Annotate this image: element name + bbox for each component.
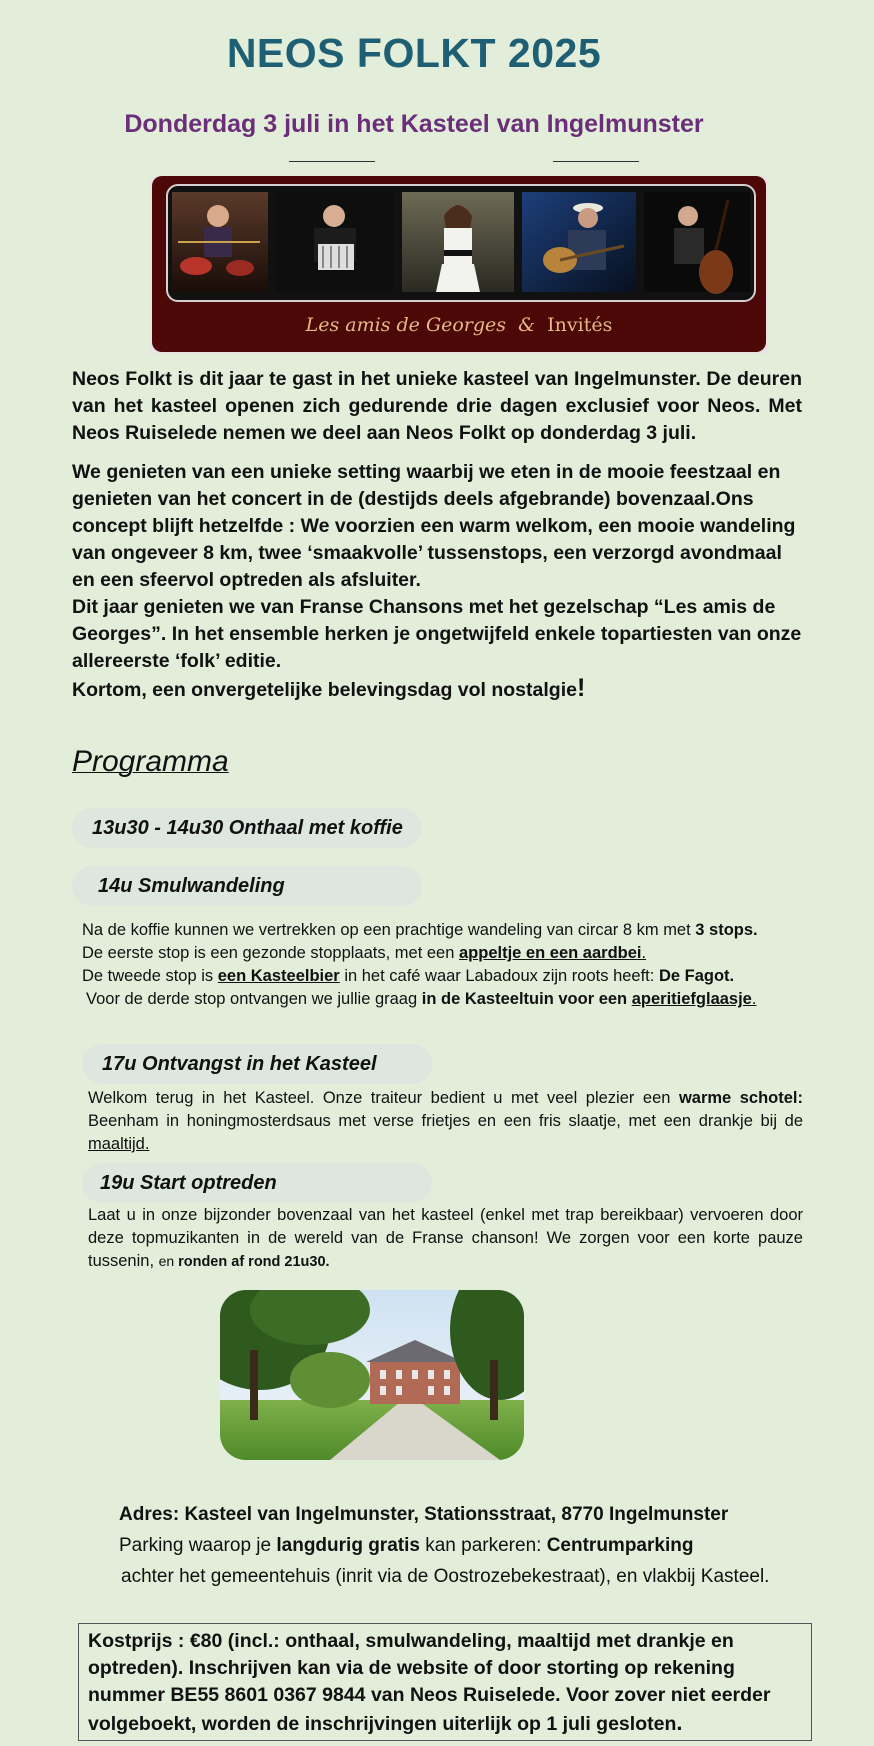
banner-caption-amp: &	[518, 314, 536, 336]
intro-paragraph-2: We genieten van een unieke setting waarbij we eten in de mooie feestzaal en genieten van het concert in de (destijds deels afgebrande) bovenzaal.Ons concept blijft hetzelfde : We voorzien een warm welkom, een mooie wandeling van ongeveer 8 km, twee ‘smaakvolle’ tussenstops, een verzorgd avondmaal en een sfeervol optreden als afsluiter.	[72, 461, 796, 591]
cost-box	[78, 1623, 812, 1741]
walk-line-3: De tweede stop is een Kasteelbier in het café waar Labadoux zijn roots heeft: De Fagot.	[82, 967, 735, 985]
banner-caption	[152, 314, 766, 336]
castle-photo	[220, 1290, 524, 1460]
programma-item-ontvangst: 17u Ontvangst in het Kasteel	[82, 1044, 432, 1084]
dinner-description: Welkom terug in het Kasteel. Onze traiteur bedient u met veel plezier een warme schotel: Beenham in honingmosterdsaus met verse frietjes en een fris slaatje, met een drankje bij de maaltijd.	[88, 1089, 804, 1153]
walk-line-2: De eerste stop is een gezonde stopplaats, met een appeltje en een aardbei.	[82, 944, 647, 962]
intro-closing: Kortom, een onvergetelijke belevingsdag vol nostalgie	[72, 679, 577, 701]
page-title: NEOS FOLKT 2025	[226, 30, 602, 76]
intro-paragraph-1: Neos Folkt is dit jaar te gast in het unieke kasteel van Ingelmunster. De deuren van het kasteel openen zich gedurende drie dagen exclusief voor Neos. Met Neos Ruiselede nemen we deel aan Neos Folkt op donderdag 3 juli.	[72, 368, 802, 444]
band-banner	[150, 176, 768, 354]
programma-item-onthaal: 13u30 - 14u30 Onthaal met koffie	[72, 808, 422, 848]
divider-right	[553, 161, 639, 162]
parking-line: Parking waarop je langdurig gratis kan parkeren: Centrumparking	[119, 1535, 694, 1556]
banner-caption-left: Les amis de Georges	[305, 314, 507, 336]
intro-exclamation: !	[576, 674, 586, 702]
walk-description	[82, 919, 822, 1011]
walk-line-1: Na de koffie kunnen we vertrekken op een prachtige wandeling van circar 8 km met 3 stops.	[82, 921, 758, 939]
walk-line-4: Voor de derde stop ontvangen we jullie graag in de Kasteeltuin voor een aperitiefglaasje.	[86, 990, 757, 1008]
address-line: Adres: Kasteel van Ingelmunster, Stationsstraat, 8770 Ingelmunster	[119, 1504, 729, 1525]
band-photo-strip	[166, 184, 756, 302]
page-subtitle: Donderdag 3 juli in het Kasteel van Ingelmunster	[124, 110, 704, 138]
intro-text	[72, 366, 802, 704]
divider-left	[289, 161, 375, 162]
programma-heading: Programma	[72, 745, 229, 778]
cost-period: .	[676, 1710, 683, 1735]
castle-image	[220, 1290, 524, 1460]
parking-directions: achter het gemeentehuis (inrit via de Oostrozebekestraat), en vlakbij Kasteel.	[121, 1566, 770, 1587]
banner-caption-right: Invités	[547, 314, 613, 336]
intro-paragraph-4	[72, 675, 802, 704]
concert-description: Laat u in onze bijzonder bovenzaal van het kasteel (enkel met trap bereikbaar) vervoeren door deze topmuzikanten in de wereld van de Franse chanson! We zorgen voor een korte pauze tussenin, en ronden af rond 21u30.	[88, 1206, 803, 1270]
programma-item-optreden: 19u Start optreden	[82, 1163, 432, 1203]
intro-paragraph-3: Dit jaar genieten we van Franse Chansons met het gezelschap “Les amis de Georges”. In het ensemble herken je ongetwijfeld enkele topartiesten van onze allereerste ‘folk’ editie.	[72, 596, 802, 672]
programma-item-smulwandeling: 14u Smulwandeling	[72, 866, 422, 906]
band-photo	[168, 186, 754, 300]
cost-text: Kostprijs : €80 (incl.: onthaal, smulwandeling, maaltijd met drankje en optreden). Inschrijven kan via de website of door storting op rekening nummer BE55 8601 0367 9844 van Neos Ruiselede. Voor zover niet eerder volgeboekt, worden de inschrijvingen uiterlijk op 1 juli gesloten	[88, 1630, 771, 1735]
